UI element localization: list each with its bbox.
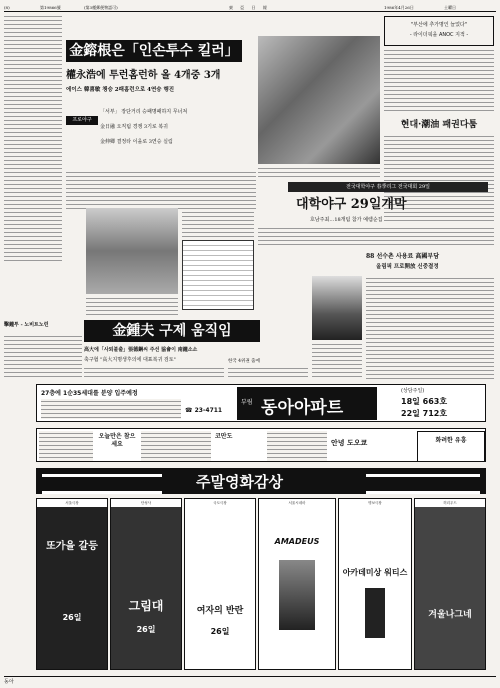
issue-number: 第19866號 [40, 5, 61, 10]
top-right-headline: 현대·潮油 패권다툼 [400, 120, 478, 130]
top-right-quotes [384, 16, 494, 46]
college-sub: 호남주최…18개팀 참가 예렘순집 [310, 217, 383, 223]
movie-date: 26일 [62, 613, 82, 622]
banner-decor-right [366, 474, 480, 494]
notice-cell-2: 코만도 [215, 433, 233, 440]
movie-title: 그림대 [128, 599, 164, 613]
movie-title: 아카데미상 워티스 [342, 568, 408, 577]
movie-ad [338, 498, 412, 670]
oscar-figure [365, 588, 385, 638]
photo-caption [258, 166, 380, 180]
side-note: 88 선수촌 사용료 高國부담 [366, 253, 439, 260]
kim-article-2 [228, 366, 308, 380]
portrait-photo [312, 276, 362, 340]
footer-rule [4, 676, 496, 677]
movie-house: 서울극장 [37, 499, 107, 507]
paper-name: 東 亞 日 報 [229, 5, 270, 10]
apt-ad-right-2: 18일 663호 [401, 397, 448, 406]
kim-article [84, 366, 224, 380]
movie-title: AMADEUS [274, 537, 320, 546]
baseball-photo [258, 36, 380, 164]
apt-ad-phone: ☎ 23-4711 [185, 407, 223, 414]
kim-sub: 高大에「사퇴불출」張德鋼씨 주선 協會이 南鐘소소 [84, 347, 198, 353]
banner-decor-left [42, 474, 162, 494]
portrait-caption [312, 342, 362, 380]
main-headline-text: 金鎔根은「인손투수 킬러」 [69, 43, 239, 59]
box-item: 「서부」 장단거리 승패명패하지 무너져 [100, 109, 188, 115]
notice-cell-1: 오늘만은 참으세요 [98, 433, 136, 448]
movie-house: 명보극장 [339, 499, 411, 507]
kim-deck: 축구협 "高大지명생후의에 대표복귀 검토" [84, 357, 176, 363]
small-headline: 擊鐘투 - 노비트노런 [4, 322, 49, 328]
notice-cell-0 [39, 431, 93, 461]
children-caption [86, 296, 178, 316]
college-headline: 대학야구 29일개막 [296, 197, 407, 212]
movie-banner [36, 468, 486, 494]
movie-ad [184, 498, 256, 670]
stats-table [182, 240, 254, 310]
movie-date: 26일 [210, 627, 230, 636]
notice-cell-4: 화려한 유흥 [435, 437, 467, 444]
notice-strip [36, 428, 486, 462]
notice-cell-2b [267, 431, 327, 461]
movie-house: 허리우드 [415, 499, 485, 507]
left-bottom-text [4, 334, 82, 380]
movie-house: 서울시네마 [259, 499, 335, 507]
movie-ad [110, 498, 182, 670]
box-item: 金伸卿 결정타 이을로 3연승 실림 [100, 139, 173, 145]
right-column-text-3 [366, 276, 494, 380]
college-banner: 전국대학야구 春季리그 전국대회 29일 [288, 182, 488, 192]
apartment-ad [36, 384, 486, 422]
movie-title: 또가을 갈등 [46, 541, 98, 552]
movie-house: 국도극장 [185, 499, 255, 507]
article-body [66, 170, 256, 210]
box-label: 프로야구 [66, 116, 98, 125]
left-column-text [4, 14, 62, 264]
quote-1: "부산에 추가명인 늘었다" [410, 22, 468, 28]
amadeus-figure [279, 560, 315, 630]
movie-title: 겨울나그네 [428, 610, 472, 620]
stats-side-text [182, 210, 254, 238]
notice-cell-3: 안녕 도오쿄 [331, 439, 368, 447]
movie-title: 여자의 반란 [196, 606, 244, 616]
apt-ad-right-1: (상담주일) [401, 388, 425, 394]
kim-headline [84, 320, 260, 342]
footer-mark: 동아 [4, 679, 14, 685]
notice-cell-4-box [417, 431, 485, 462]
apt-brand-prefix: 부림 [241, 399, 253, 406]
sub-headline: 權永浩에 투런홈런하 올 4개중 3개 [66, 70, 221, 81]
box-item: 金日融 오직팀 경쟁 3기로 복귀 [100, 124, 169, 130]
weekday: 土曜日 [444, 5, 456, 10]
masthead [4, 4, 496, 12]
movie-ad [36, 498, 108, 670]
apt-ad-details [41, 399, 181, 419]
deck: 에이스 韓喜敏 챙승 2패홈런으로 4연승 행진 [66, 87, 175, 93]
notice-cell-1b [141, 431, 211, 461]
movie-house: 단성사 [111, 499, 181, 507]
movie-banner-title: 주말영화감상 [196, 473, 283, 491]
apt-brand: 동아아파트 [261, 398, 344, 418]
page-number: (8) [4, 5, 10, 10]
box-list [100, 108, 255, 168]
movie-ad [414, 498, 486, 670]
stats-label: 한국 4위권 출예 [228, 359, 260, 364]
apt-ad-right-3: 22일 712호 [401, 409, 448, 418]
side-note-2: 올림픽 프로開放 신중결정 [376, 264, 439, 270]
apt-ad-left: 27층에 1순35세대를 분양 입주예정 [41, 390, 138, 397]
main-headline [66, 40, 242, 62]
quote-2: - 라이더픽을 ANOC 지적 - [409, 32, 469, 38]
postal-reg: (第3種郵便物認可) [84, 5, 118, 10]
college-text [258, 226, 494, 248]
movie-date: 26일 [136, 625, 156, 634]
right-column-text [384, 48, 494, 114]
movie-ad [258, 498, 336, 670]
apt-ad-brand-box [237, 387, 377, 420]
kim-headline-text: 金鍾夫 구제 움직임 [112, 323, 232, 339]
date: 1986年4月26日 [384, 5, 414, 10]
children-photo [86, 208, 178, 294]
